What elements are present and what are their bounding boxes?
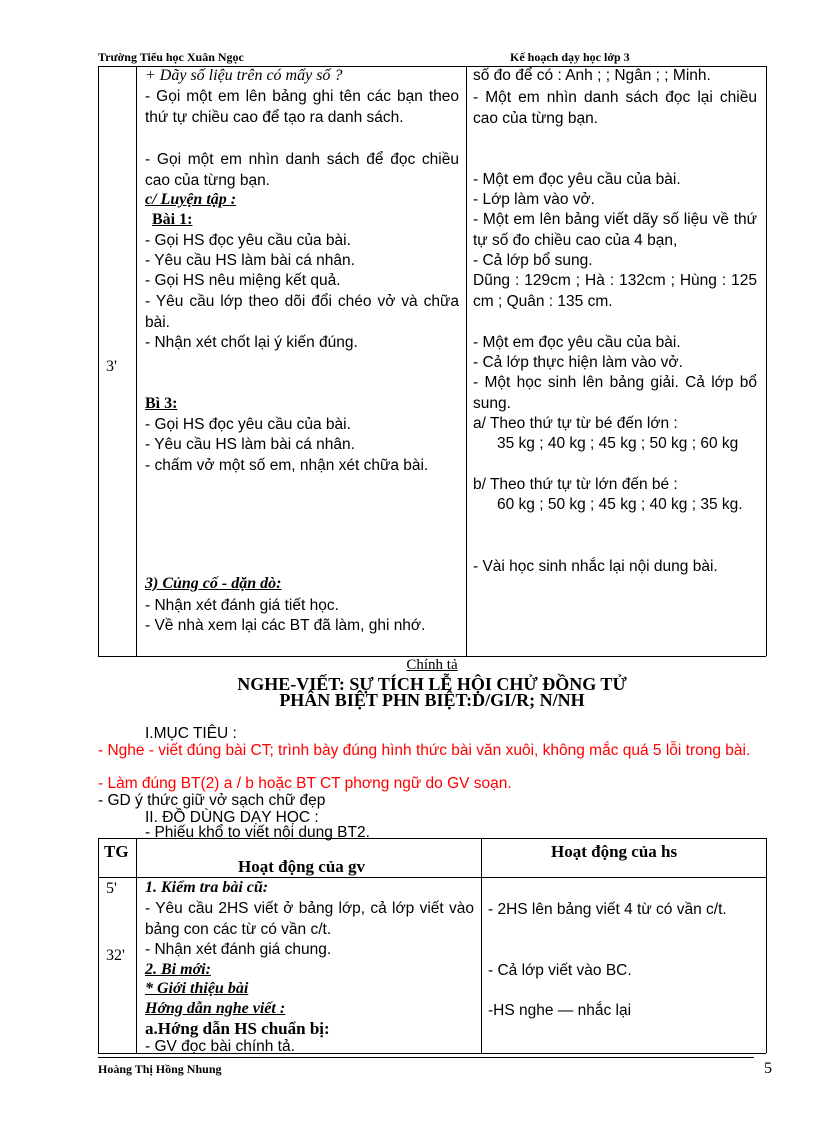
objective-1: - Nghe - viết đúng bài CT; trình bày đúng hình thức bài văn xuôi, không mắc quá 5 lỗi trong bài. (98, 742, 751, 759)
hs-line: - Một em lên bảng viết dãy số liệu về thứ tự số đo chiều cao của 4 bạn, (473, 211, 757, 249)
time-cell: 5' (106, 880, 117, 897)
section-heading: 3) Củng cố - dặn dò: (145, 575, 282, 592)
exercise-heading: Bài 1: (152, 211, 193, 228)
gv-line: - Yêu cầu 2HS viết ở bảng lớp, cả lớp viết vào bảng con các từ có vần c/t. (145, 900, 474, 938)
gv-line: - chấm vở một số em, nhận xét chữa bài. (145, 457, 429, 474)
hs-line: -HS nghe — nhắc lại (488, 1002, 632, 1019)
school-name: Trường Tiểu học Xuân Ngọc (98, 50, 244, 64)
gv-line: - Về nhà xem lại các BT đã làm, ghi nhớ. (145, 617, 426, 634)
hs-line: - Cả lớp thực hiện làm vào vở. (473, 354, 683, 371)
footer-rule (98, 1057, 754, 1058)
gv-line: - Yêu cầu HS làm bài cá nhân. (145, 252, 355, 269)
hs-line: a/ Theo thứ tự từ bé đến lớn : (473, 415, 678, 432)
gv-line: - GV đọc bài chính tả. (145, 1038, 295, 1055)
hs-line: - Một em đọc yêu cầu của bài. (473, 334, 681, 351)
time-cell: 3' (106, 358, 117, 375)
subsection-heading: a.Hớng dẫn HS chuẩn bị: (145, 1019, 330, 1038)
section-heading-text: 1. Kiểm tra bài cũ: (145, 879, 269, 896)
exercise-heading: Bì 3: (145, 395, 178, 412)
hs-line: số đo để có : Anh ; ; Ngân ; ; Minh. (473, 67, 711, 84)
hs-line: - Cả lớp bổ sung. (473, 252, 593, 269)
page-number: 5 (764, 1060, 772, 1077)
lesson-title: NGHE-VIẾT: SỰ TÍCH LỄ HỘI CHỬ ĐỒNG TỬ (237, 674, 627, 694)
hs-line: b/ Theo thứ tự từ lớn đến bé : (473, 476, 678, 493)
gv-line: - Gọi HS đọc yêu cầu của bài. (145, 416, 351, 433)
muc-tieu-heading: I.MỤC TIÊU : (145, 725, 237, 742)
gv-line: - Gọi HS nêu miệng kết quả. (145, 272, 341, 289)
hs-line: - Một em nhìn danh sách đọc lại chiều cao của từng bạn. (473, 89, 757, 127)
hs-line: - Cả lớp viết vào BC. (488, 962, 632, 979)
plan-title: Kế hoạch dạy học lớp 3 (510, 50, 630, 64)
hs-line: - Vài học sinh nhắc lại nội dung bài. (473, 558, 718, 575)
subsection-heading: Hớng dẫn nghe viết : (145, 1000, 286, 1017)
subject-label: Chính tả (406, 657, 458, 673)
gv-line: - Yêu cầu HS làm bài cá nhân. (145, 436, 355, 453)
do-dung-heading: II. ĐỒ DÙNG DẠY HỌC : (145, 809, 319, 826)
time-cell: 32' (106, 947, 125, 964)
column-header-tg: TG (104, 842, 129, 861)
lesson-subtitle: PHÂN BIỆT PHN BIỆT:D/GI/R; N/NH (279, 690, 585, 710)
gv-line: - Nhận xét đánh giá chung. (145, 941, 332, 958)
column-header-gv: Hoạt động của gv (238, 857, 366, 876)
hs-line: - Một em đọc yêu cầu của bài. (473, 171, 681, 188)
objective-3: - GD ý thức giữ vở sạch chữ đẹp (98, 792, 326, 809)
subsection-heading: * Giới thiệu bài (145, 980, 249, 997)
footer-author: Hoàng Thị Hồng Nhung (98, 1062, 222, 1076)
gv-line: - Nhận xét đánh giá tiết học. (145, 597, 339, 614)
gv-line: + Dãy số liệu trên có mấy số ? (145, 67, 343, 84)
gv-line: - Yêu cầu lớp theo dõi đổi chéo vở và chữa bài. (145, 293, 459, 331)
gv-line: - Gọi một em nhìn danh sách để đọc chiều cao của từng bạn. (145, 151, 459, 189)
section-heading: c/ Luyện tập : (145, 191, 237, 208)
gv-line: - Nhận xét chốt lại ý kiến đúng. (145, 334, 358, 351)
column-header-hs: Hoạt động của hs (551, 842, 678, 861)
hs-line: 60 kg ; 50 kg ; 45 kg ; 40 kg ; 35 kg. (497, 496, 743, 513)
hs-line: 35 kg ; 40 kg ; 45 kg ; 50 kg ; 60 kg (497, 435, 739, 452)
gv-line: - Gọi HS đọc yêu cầu của bài. (145, 232, 351, 249)
gv-line: - Gọi một em lên bảng ghi tên các bạn theo thứ tự chiều cao để tạo ra danh sách. (145, 88, 459, 126)
do-dung-item: - Phiếu khổ to viết nội dung BT2. (145, 824, 370, 841)
objective-2: - Làm đúng BT(2) a / b hoặc BT CT phơng ngữ do GV soạn. (98, 775, 512, 792)
section-heading (145, 878, 268, 898)
hs-line: - 2HS lên bảng viết 4 từ có vần c/t. (488, 901, 727, 918)
hs-line: Dũng : 129cm ; Hà : 132cm ; Hùng : 125 cm ; Quân : 135 cm. (473, 272, 757, 310)
section-heading: 2. Bi mới: (145, 961, 211, 978)
hs-line: - Một học sinh lên bảng giải. Cả lớp bổ sung. (473, 374, 757, 412)
hs-line: - Lớp làm vào vở. (473, 191, 595, 208)
